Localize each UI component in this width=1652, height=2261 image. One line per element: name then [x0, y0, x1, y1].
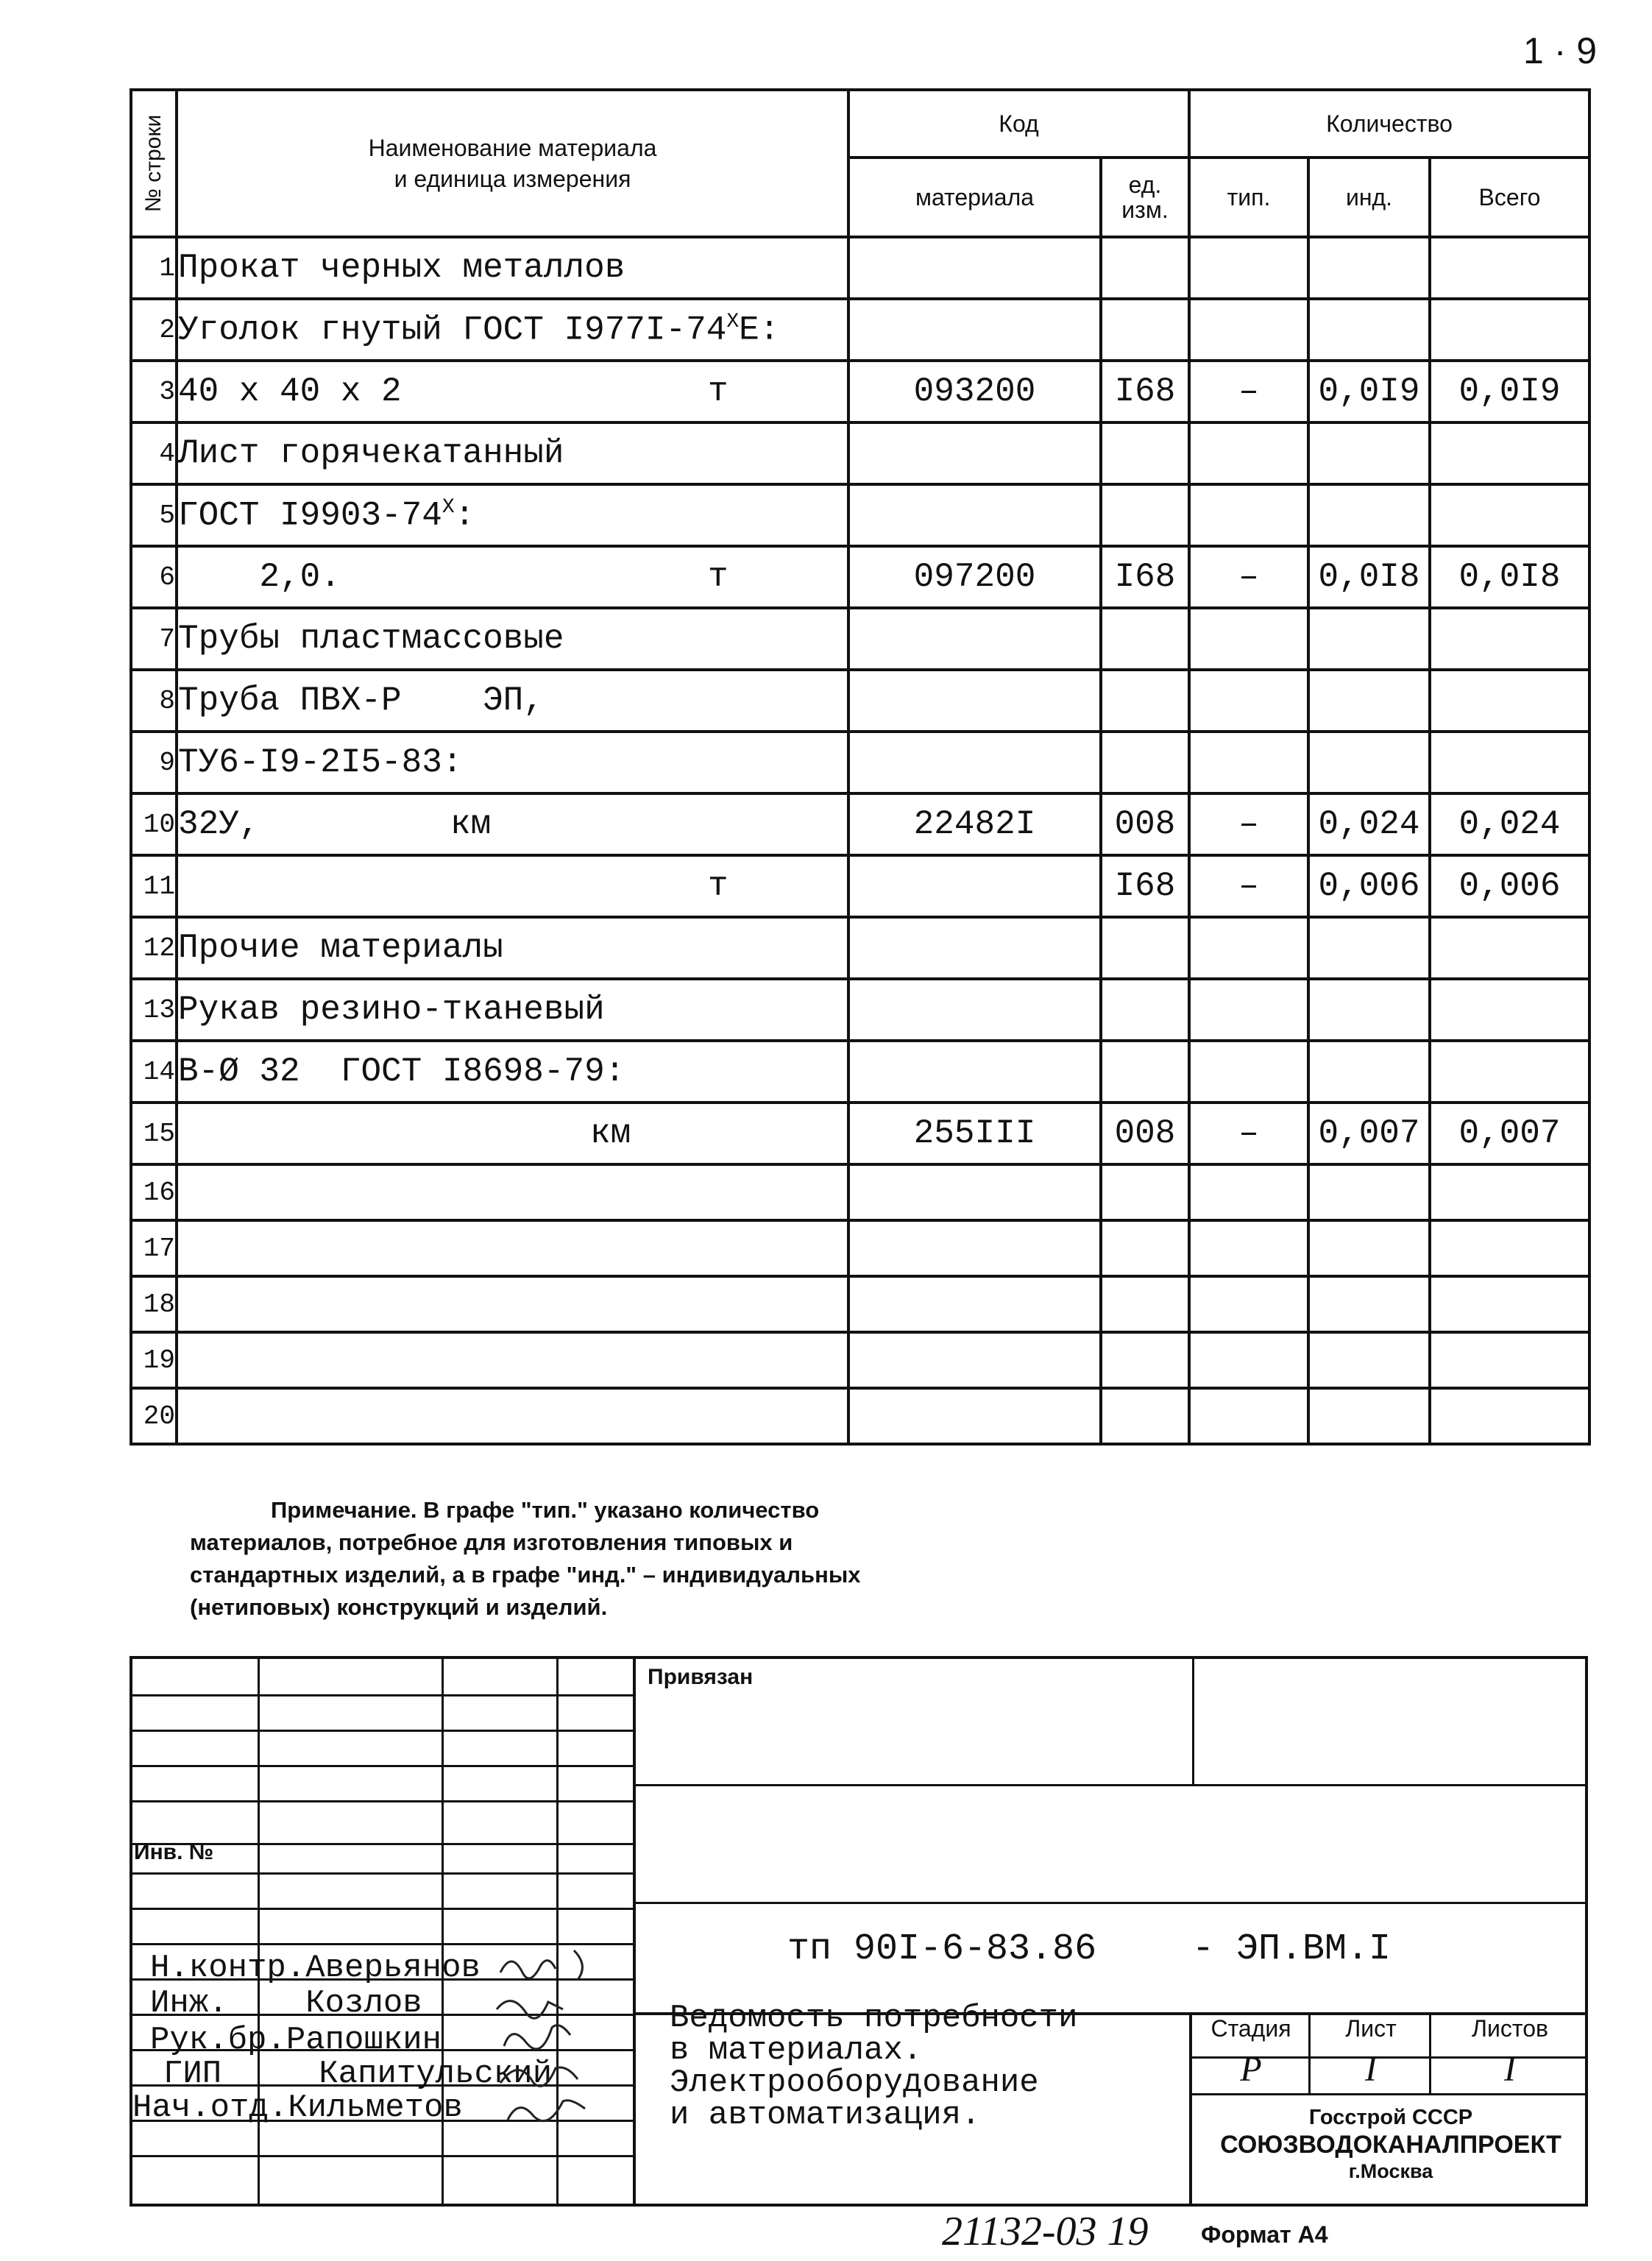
material-name: Прокат черных металлов [177, 237, 848, 299]
row-number: 4 [131, 422, 177, 484]
row-number: 12 [131, 917, 177, 979]
table-row [131, 670, 1589, 732]
material-name [177, 1103, 848, 1164]
row-number: 5 [131, 484, 177, 546]
material-name: Рукав резино-тканевый [177, 979, 848, 1041]
unit-label: т [708, 558, 728, 596]
row-number: 1 [131, 237, 177, 299]
document-number: тп 90I-6-83.86 [787, 1928, 1097, 1970]
qty-total: 0,006 [1430, 855, 1589, 917]
unit-label: км [450, 805, 492, 843]
row-number: 13 [131, 979, 177, 1041]
table-row [131, 793, 1589, 855]
signature-row: ГИП Капитульский [163, 2056, 553, 2092]
document-title: Ведомость потребности в материалах. Электрооборудование и автоматизация. [670, 2000, 1078, 2134]
qty-ind: 0,006 [1308, 855, 1430, 917]
unit-code: I68 [1101, 361, 1189, 422]
material-code: 097200 [848, 546, 1101, 608]
qty-typ [1189, 1332, 1308, 1388]
material-name: Прочие материалы [177, 917, 848, 979]
material-name: В-Ø 32 ГОСТ I8698-79: [177, 1041, 848, 1103]
qty-typ: – [1189, 546, 1308, 608]
table-row [131, 299, 1589, 361]
material-code [848, 979, 1101, 1041]
row-number: 17 [131, 1220, 177, 1276]
document-suffix: - ЭП.ВМ.I [1192, 1928, 1392, 1970]
material-name: 2,0. т [177, 546, 848, 608]
row-number: 11 [131, 855, 177, 917]
qty-typ [1189, 1041, 1308, 1103]
table-row [131, 917, 1589, 979]
qty-ind [1308, 237, 1430, 299]
qty-ind [1308, 917, 1430, 979]
qty-total [1430, 1276, 1589, 1332]
material-name: Лист горячекатанный [177, 422, 848, 484]
stage-header: Стадия [1210, 2015, 1291, 2042]
material-name [177, 855, 848, 917]
unit-code: I68 [1101, 546, 1189, 608]
qty-typ: – [1189, 361, 1308, 422]
qty-total [1430, 299, 1589, 361]
unit-code [1101, 484, 1189, 546]
handwritten-signatures [486, 1943, 618, 2134]
signature-row: Нач.отд.Кильметов [132, 2090, 463, 2126]
header-qty-typ: тип. [1189, 158, 1308, 237]
table-row [131, 1103, 1589, 1164]
table-row [131, 608, 1589, 670]
qty-total [1430, 1220, 1589, 1276]
qty-total [1430, 1164, 1589, 1220]
header-qty-total: Всего [1430, 158, 1589, 237]
qty-total: 0,007 [1430, 1103, 1589, 1164]
table-row [131, 1164, 1589, 1220]
bound-label: Привязан [648, 1665, 754, 1689]
unit-code: I68 [1101, 855, 1189, 917]
sheet-header: Лист [1345, 2015, 1397, 2042]
header-code-material: материала [848, 158, 1101, 237]
qty-typ [1189, 422, 1308, 484]
qty-total: 0,0I8 [1430, 546, 1589, 608]
qty-ind: 0,007 [1308, 1103, 1430, 1164]
material-code [848, 1388, 1101, 1444]
qty-typ [1189, 979, 1308, 1041]
material-code [848, 855, 1101, 917]
row-number: 14 [131, 1041, 177, 1103]
qty-typ [1189, 1220, 1308, 1276]
materials-table [130, 88, 1591, 1446]
qty-ind [1308, 979, 1430, 1041]
unit-code [1101, 1332, 1189, 1388]
qty-ind [1308, 732, 1430, 793]
header-code-unit: ед. изм. [1101, 158, 1189, 237]
qty-total [1430, 422, 1589, 484]
qty-typ [1189, 1276, 1308, 1332]
note [190, 1494, 1029, 1624]
unit-code [1101, 917, 1189, 979]
row-number: 16 [131, 1164, 177, 1220]
note-line: (нетиповых) конструкций и изделий. [190, 1594, 608, 1620]
qty-ind [1308, 1276, 1430, 1332]
qty-typ: – [1189, 793, 1308, 855]
row-number: 3 [131, 361, 177, 422]
header-qty-ind: инд. [1308, 158, 1430, 237]
signature-row: Н.контр.Аверьянов [150, 1950, 481, 1986]
sheets-header: Листов [1472, 2015, 1548, 2042]
qty-typ [1189, 237, 1308, 299]
unit-code [1101, 1276, 1189, 1332]
archive-number: 21132-03 19 [942, 2209, 1149, 2254]
corner-mark: 1 · 9 [1523, 30, 1598, 71]
material-code [848, 917, 1101, 979]
qty-ind [1308, 1220, 1430, 1276]
qty-ind: 0,0I8 [1308, 546, 1430, 608]
qty-total [1430, 1388, 1589, 1444]
qty-ind [1308, 1388, 1430, 1444]
qty-ind [1308, 1164, 1430, 1220]
row-number: 10 [131, 793, 177, 855]
material-name [177, 1388, 848, 1444]
qty-total [1430, 1041, 1589, 1103]
qty-total [1430, 484, 1589, 546]
qty-total [1430, 979, 1589, 1041]
material-name [177, 1164, 848, 1220]
qty-typ [1189, 1388, 1308, 1444]
unit-code [1101, 1041, 1189, 1103]
table-row [131, 546, 1589, 608]
qty-total [1430, 917, 1589, 979]
unit-code [1101, 237, 1189, 299]
material-name [177, 1332, 848, 1388]
inventory-label: Инв. № [134, 1840, 214, 1864]
unit-code [1101, 608, 1189, 670]
qty-typ [1189, 1164, 1308, 1220]
unit-code [1101, 299, 1189, 361]
unit-code [1101, 670, 1189, 732]
unit-code: 008 [1101, 1103, 1189, 1164]
note-line: стандартных изделий, а в графе "инд." – индивидуальных [190, 1562, 861, 1588]
note-line: материалов, потребное для изготовления типовых и [190, 1529, 793, 1555]
material-name: Уголок гнутый ГОСТ $I977I-74^XЕ$: [177, 299, 848, 361]
material-code [848, 1220, 1101, 1276]
table-row [131, 1041, 1589, 1103]
material-code [848, 484, 1101, 546]
sheets-value: I [1504, 2050, 1516, 2089]
unit-label: т [708, 372, 728, 411]
row-number: 9 [131, 732, 177, 793]
unit-label: т [708, 867, 728, 905]
unit-code: 008 [1101, 793, 1189, 855]
material-code [848, 1332, 1101, 1388]
qty-typ: – [1189, 855, 1308, 917]
stage-value: Р [1240, 2050, 1262, 2089]
material-code [848, 732, 1101, 793]
row-number: 20 [131, 1388, 177, 1444]
table-row [131, 1276, 1589, 1332]
material-code [848, 608, 1101, 670]
sheet-value: I [1365, 2050, 1377, 2089]
material-name [177, 1220, 848, 1276]
material-name: 40 х 40 х 2 т [177, 361, 848, 422]
qty-total [1430, 608, 1589, 670]
qty-typ [1189, 608, 1308, 670]
qty-ind [1308, 422, 1430, 484]
row-number: 15 [131, 1103, 177, 1164]
qty-ind [1308, 608, 1430, 670]
qty-total [1430, 237, 1589, 299]
qty-typ [1189, 732, 1308, 793]
qty-typ [1189, 917, 1308, 979]
qty-total: 0,0I9 [1430, 361, 1589, 422]
unit-code [1101, 1164, 1189, 1220]
material-code [848, 237, 1101, 299]
material-name [177, 1276, 848, 1332]
row-number: 6 [131, 546, 177, 608]
header-material-name: Наименование материала и единица измерения [177, 90, 848, 237]
material-code [848, 1276, 1101, 1332]
material-name: Труба ПВХ-Р ЭП, [177, 670, 848, 732]
qty-ind [1308, 484, 1430, 546]
qty-ind [1308, 299, 1430, 361]
unit-code [1101, 1220, 1189, 1276]
material-code: 22482I [848, 793, 1101, 855]
format-label: Формат А4 [1201, 2221, 1328, 2248]
table-row [131, 484, 1589, 546]
signature-row: Рук.бр.Рапошкин [150, 2022, 442, 2059]
unit-code [1101, 1388, 1189, 1444]
material-name: ГОСТ $I9903-74^X$: [177, 484, 848, 546]
qty-ind [1308, 670, 1430, 732]
row-number: 18 [131, 1276, 177, 1332]
qty-typ [1189, 670, 1308, 732]
material-name: Трубы пластмассовые [177, 608, 848, 670]
qty-typ: – [1189, 1103, 1308, 1164]
unit-label: км [590, 1114, 631, 1153]
header-quantity-group: Количество [1189, 90, 1589, 158]
unit-code [1101, 422, 1189, 484]
note-line: Примечание. В графе "тип." указано количество [271, 1497, 820, 1523]
row-number: 19 [131, 1332, 177, 1388]
material-code: 255III [848, 1103, 1101, 1164]
table-row [131, 1388, 1589, 1444]
qty-total: 0,024 [1430, 793, 1589, 855]
qty-typ [1189, 484, 1308, 546]
organization-stamp: Госстрой СССР СОЮЗВОДОКАНАЛПРОЕКТ г.Москва [1220, 2106, 1561, 2182]
material-code [848, 299, 1101, 361]
material-code [848, 1164, 1101, 1220]
table-row [131, 422, 1589, 484]
table-row [131, 732, 1589, 793]
qty-total [1430, 670, 1589, 732]
table-row [131, 1220, 1589, 1276]
qty-ind: 0,0I9 [1308, 361, 1430, 422]
header-code-group: Код [848, 90, 1189, 158]
table-row [131, 1332, 1589, 1388]
table-row [131, 855, 1589, 917]
unit-code [1101, 979, 1189, 1041]
table-row [131, 237, 1589, 299]
qty-ind: 0,024 [1308, 793, 1430, 855]
table-row [131, 361, 1589, 422]
material-name: 32У, км [177, 793, 848, 855]
qty-ind [1308, 1041, 1430, 1103]
material-code [848, 422, 1101, 484]
material-code: 093200 [848, 361, 1101, 422]
header-row-number: № строки [131, 90, 177, 237]
material-code [848, 670, 1101, 732]
material-code [848, 1041, 1101, 1103]
row-number: 7 [131, 608, 177, 670]
row-number: 2 [131, 299, 177, 361]
qty-total [1430, 732, 1589, 793]
qty-ind [1308, 1332, 1430, 1388]
unit-code [1101, 732, 1189, 793]
material-name: ТУ6-I9-2I5-83: [177, 732, 848, 793]
signature-row: Инж. Козлов [150, 1985, 422, 2022]
table-row [131, 979, 1589, 1041]
qty-total [1430, 1332, 1589, 1388]
row-number: 8 [131, 670, 177, 732]
qty-typ [1189, 299, 1308, 361]
